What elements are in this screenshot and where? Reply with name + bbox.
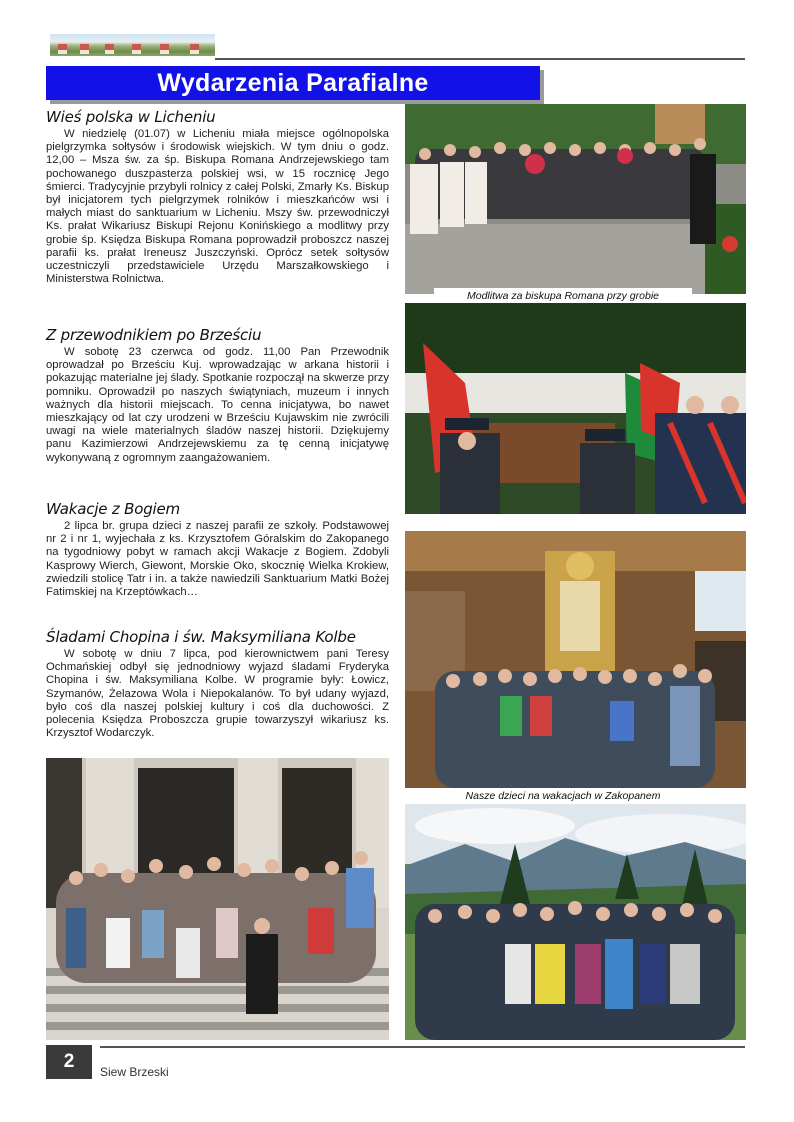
article-body-brzesc xyxy=(46,346,389,493)
article-body-chopin xyxy=(46,648,389,754)
article-text: W sobotę w dniu 7 lipca, pod kierownictwem pani Teresy Ochmańskiej odbył się jednodniowy wyjazd śladami Fryderyka Chopina i św. Maksymiliana Kolbe. W programie były: Łowicz, Szymanów, Żelazowa Wola i Niepokalanów. To był udany wyjazd, było coś dla naszej polskiej kultury i coś dla duchowości. Z polecenia Księdza Proboszcza grupie towarzyszył wikariusz ks. Krzysztof Wodarczyk. xyxy=(46,648,389,740)
photo-group-church-steps xyxy=(46,758,389,1040)
banner-title: Wydarzenia Parafialne xyxy=(157,69,429,97)
photo-chapel-group xyxy=(405,531,746,788)
footer-rule xyxy=(100,1046,745,1048)
photo-flags-ceremony xyxy=(405,303,746,514)
article-heading-chopin: Śladami Chopina i św. Maksymiliana Kolbe xyxy=(46,628,356,646)
article-heading-wakacje: Wakacje z Bogiem xyxy=(46,500,180,518)
article-body-wakacje xyxy=(46,520,389,626)
caption-zakopane: Nasze dzieci na wakacjach w Zakopanem xyxy=(434,788,692,804)
article-text: W sobotę 23 czerwca od godz. 11,00 Pan Przewodnik oprowadzał po Brześciu Kuj. wprowadzając w arkana historii i pokazując materialne jej ślady. Spotkanie rozpoczął na skwerze przy pomniku. Oprowadził po naszych świątyniach, muzeum i innych ważnych dla historii miejscach. To cenna inicjatywa, bo nawet mieszkający od lat czy urodzeni w Brześciu Kujawskim nie zwrócili uwagi na wiele materialnych śladów naszej historii. Dziękujemy panu Kazimierzowi Andrzejewskiemu za tę cenną inicjatywę wykonywaną z ogromnym zaangażowaniem. xyxy=(46,346,389,464)
header-rule xyxy=(215,58,745,60)
publication-name: Siew Brzeski xyxy=(100,1065,169,1079)
page-number: 2 xyxy=(46,1045,92,1079)
article-text: W niedzielę (01.07) w Licheniu miała miejsce ogólnopolska pielgrzymka sołtysów i środowisk wiejskich. W tym dniu o godz. 12,00 – Msza św. za śp. Biskupa Romana Andrzejewskiego tam pochowanego duszpasterza polskiej wsi, w 15 rocznicę Jego śmierci. Tradycyjnie przybyli rolnicy z całej Polski, Zmarły Ks. Biskup był inicjatorem tych pielgrzymek rolników i mieszkańców wsi i małych miast do sanktuarium w Licheniu. Mszy św. przewodniczył Ks. prałat Wikariusz Biskupi Rejonu Konińskiego a modlitwy przy grobie śp. Księdza Biskupa Romana poprowadził proboszcz naszej parafii ks. prałat Ireneusz Juszczyński. Oprócz setek sołtysów uczestniczyli przedstawiciele Urzędu Marszałkowskiego i Ministerstwa Rolnictwa. xyxy=(46,128,389,286)
article-heading-brzesc: Z przewodnikiem po Brześciu xyxy=(46,326,262,344)
article-heading-lichen: Wieś polska w Licheniu xyxy=(46,108,216,126)
photo-grave-prayer xyxy=(405,104,746,294)
header-village-image xyxy=(50,34,215,56)
caption-grave-prayer: Modlitwa za biskupa Romana przy grobie xyxy=(434,288,692,304)
article-body-lichen xyxy=(46,128,389,318)
article-text: 2 lipca br. grupa dzieci z naszej parafii ze szkoły. Podstawowej nr 2 i nr 1, wyjechała z ks. Krzysztofem Góralskim do Zakopanego na tygodniowy pobyt w ramach akcji Wakacje z Bogiem. Zdobyli Kasprowy Wierch, Giewont, Morskie Oko, skocznię Wielka Krokiew, zwiedzili stolicę Tatr i in. a także nawiedzili Sanktuarium Matki Bożej Fatimskiej na Krzeptówkach… xyxy=(46,520,389,599)
photo-mountains-group xyxy=(405,804,746,1040)
